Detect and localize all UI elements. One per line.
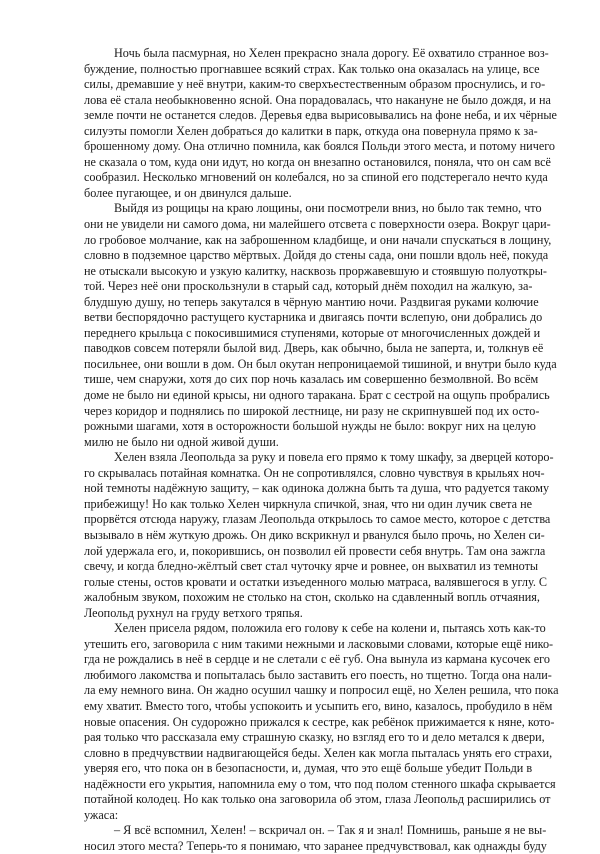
text-line: ной темноты надёжную защиту, – как одинока должна быть та душа, что радуется такому [84,481,550,496]
text-line: ему хватит. Вместо того, чтобы успокоить и усыпить его, вино, казалось, пробудило в нём [84,698,553,713]
text-line: более пугающее, и он двинулся дальше. [84,185,292,200]
text-line: тише, чем снаружи, хотя до сих пор ночь казалась им совершенно безмолвной. Во всём [84,372,539,387]
paragraph [84,823,547,854]
text-line: – Я всё вспомнил, Хелен! – вскричал он. – Так я и знал! Помнишь, раньше я не вы- [114,823,547,838]
text-line: ужаса: [84,807,119,822]
text-line: свечу, и когда бледно-жёлтый свет стал чуточку ярче и ровнее, он выхватил из темноты [84,559,539,574]
text-line: силы, дремавшие у неё внутри, каким-то сверхъестественным образом проснулись, и го- [84,77,546,92]
text-line: рая только что рассказала ему страшную сказку, но взгляд его то и дело метался к двери, [84,730,545,745]
text-line: Выйдя из рощицы на краю лощины, они посмотрели вниз, но было так темно, что [114,201,542,216]
text-line: земле почти не останется следов. Деревья едва вырисовывались на фоне неба, и их чёрные [84,108,557,123]
text-line: гда не рождались в неё в сердце и не слетали с её губ. Она вынула из кармана кусочек его [84,652,550,667]
paragraph [84,621,559,823]
text-column [84,46,559,854]
text-line: Хелен взяла Леопольда за руку и повела его прямо к тому шкафу, за дверцей которо- [114,450,554,465]
text-line: переднего крыльца с покосившимися ступенями, которые от многочисленных дождей и [84,325,541,340]
text-line: вызывало в нём жуткую дрожь. Он дико вскрикнул и рванулся было прочь, но Хелен си- [84,527,545,542]
text-line: голые стены, остов кровати и остатки изъеденного молью матраса, валявшегося в углу. С [84,574,548,589]
text-line: буждение, полностью прогнавшее всякий страх. Как только она оказалась на улице, все [84,61,540,76]
paragraph [84,450,554,621]
text-line: словно в подземное царство мёртвых. Дойдя до стены сада, они пошли вдоль неё, покуда [84,248,549,263]
text-line: сообразил. Несколько мгновений он колебался, но за спиной его подстерегало нечто куда [84,170,548,185]
text-line: прорвётся отсюда наружу, глазам Леопольда открылось то самое место, которое с детства [84,512,551,527]
text-line: любимого лакомства и попыталась было заставить его поесть, но тщетно. Тогда она нали- [84,667,552,682]
text-line: паводков совсем потеряли былой вид. Дверь, как обычно, была не заперта, и, толкнув её [84,341,544,356]
text-line: новые опасения. Он судорожно прижался к сестре, как ребёнок прижимается к няне, кото- [84,714,555,729]
paragraph [84,201,557,450]
text-line: милю не было ни одной живой души. [84,434,279,449]
text-line: ло гробовое молчание, как на заброшенном кладбище, и они начали спускаться в лощину, [84,232,552,247]
text-line: блудшую душу, но теперь закутался в чёрную мантию ночи. Раздвигая руками колючие [84,294,539,309]
text-line: прибежищу! Но как только Хелен чиркнула спичкой, зная, что ни один лучик света не [84,496,532,511]
text-line: Хелен присела рядом, положила его голову к себе на колени и, пытаясь хоть как-то [114,621,546,636]
paragraph [84,46,557,201]
text-line: жалобным звуком, похожим не столько на стон, сколько на сдавленный вопль отчаяния, [84,590,540,605]
text-line: брошенному дому. Она отлично помнила, как боялся Польди этого места, и потому ничего [84,139,556,154]
text-line: го скрывалась потайная комнатка. Он не сопротивлялся, словно чувствуя в крыльях ноч- [84,465,545,480]
text-line: утешить его, заговорила с ним такими нежными и ласковыми словами, которые ещё нико- [84,636,554,651]
text-line: лой удержала его, и, покорившись, он позволил ей провести себя внутрь. Там она зажгла [84,543,546,558]
text-line: рожными шагами, хотя в осторожности большой нужды не было: вокруг них на целую [84,419,536,434]
text-line: Леопольд рухнул на груду ветхого тряпья. [84,605,303,620]
text-line: Ночь была пасмурная, но Хелен прекрасно знала дорогу. Её охватило странное воз- [114,46,549,60]
text-line: ветви беспорядочно растущего кустарника и двигаясь почти вслепую, они добрались до [84,310,543,325]
text-line: доме не было ни единой крысы, ни одного таракана. Брат с сестрой на ощупь пробрались [84,388,550,403]
text-line: потайной колодец. Но как только она заговорила об этом, глаза Леопольд расширились от [84,792,551,807]
text-line: той. Через неё они проскользнули в старый сад, который днём походил на жалкую, за- [84,279,533,294]
text-line: словно в предчувствии надвигающейся беды. Хелен как могла пыталась унять его страхи, [84,745,553,760]
text-line: посильнее, они вошли в дом. Он был окутан непроницаемой тишиной, и внутри было куда [84,356,557,371]
text-line: носил этого места? Теперь-то я понимаю, что заранее предчувствовал, как однажды буду [84,838,547,853]
text-line: лова её стала необыкновенно ясной. Она порадовалась, что накануне не было дождя, и на [84,92,551,107]
text-line: надёжности его укрытия, напомнила ему о том, что под полом стенного шкафа скрывается [84,776,556,791]
text-line: они не увидели ни самого дома, ни малейшего отсвета с поверхности озера. Вокруг цари- [84,217,551,232]
text-line: не сказала о том, куда они идут, но когда он внезапно остановился, поняла, что он сам всё [84,154,551,169]
text-line: не отыскали высокую и узкую калитку, насквозь проржавевшую и стоявшую полуоткры- [84,263,547,278]
text-line: через коридор и поднялись по широкой лестнице, ни разу не скрипнувшей под их осто- [84,403,540,418]
text-line: силуэты помогли Хелен добраться до калитки в парк, откуда она повернула прямо к за- [84,123,538,138]
text-line: уверяя его, что пока он в безопасности, и, думая, что это ещё больше убедит Польди в [84,761,533,776]
text-line: ла ему немного вина. Он жадно осушил чашку и попросил ещё, но Хелен решила, что пока [84,683,559,698]
